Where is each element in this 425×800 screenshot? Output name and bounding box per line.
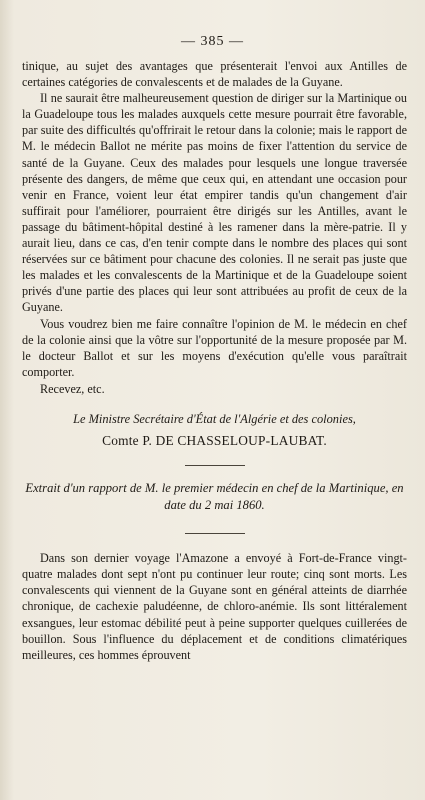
section-divider-bottom — [185, 533, 245, 534]
document-body — [22, 58, 407, 663]
extract-title: Extrait d'un rapport de M. le premier médecin en chef de la Martinique, en date du 2 mai 1860. — [25, 481, 404, 512]
section-divider-top — [185, 465, 245, 466]
letter-paragraph-1: tinique, au sujet des avantages que présenterait l'envoi aux Antilles de certaines catégories de convalescents et de malades de la Guyane. — [22, 59, 407, 90]
signer-name: Comte P. DE CHASSELOUP-LAUBAT. — [102, 433, 327, 449]
letter-paragraph-2: Il ne saurait être malheureusement question de diriger sur la Martinique ou la Guadeloupe tous les malades auxquels cette mesure pourrait être favorable, par suite des difficultés qu'offrirait le retour dans la colonie; mais le rapport de M. le médecin Ballot ne mérite pas moins de fixer l'attention du service de santé de la Guyane. Ceux des malades pour lesquels une longue traversée présente des dangers, de même que ceux qui, en attendant une occasion pour venir en France, voient leur état empirer tandis qu'un changement d'air suffirait pour l'améliorer, pourraient être dirigés sur les Antilles, avant le passage du bâtiment-hôpital destiné à les ramener dans la mère-patrie. Il y aurait lieu, dans ce cas, d'en tenir compte dans le nombre des places qui sont réservées sur ce bâtiment pour chacune des colonies. Il ne serait pas juste que les malades et les convalescents de la Martinique et de la Guadeloupe soient privés d'une partie des places qui leur sont attribuées au profit de ceux de la Guyane. — [22, 91, 407, 315]
letter-paragraph-3: Vous voudrez bien me faire connaître l'opinion de M. le médecin en chef de la colonie ainsi que la vôtre sur l'opportunité de la mesure proposée par M. le docteur Ballot et sur les moyens d'exécution qu'elle vous paraîtrait comporter. — [22, 316, 407, 379]
extract-body — [22, 550, 407, 663]
extract-paragraph: Dans son dernier voyage l'Amazone a envoyé à Fort-de-France vingt-quatre malades dont sept n'ont pu continuer leur route; cinq sont morts. Les convalescents qui viennent de la Guyane sont en général atteints de diarrhée chronique, de cachexie paludéenne, de chloro-anémie. Ils sont littéralement exsangues, leur estomac débilité peut à peine supporter quelques cuillerées de bouillon. Sous l'influence du déplacement et de conditions climatériques meilleures, ces hommes éprouvent — [22, 551, 407, 662]
letter-closing: Recevez, etc. — [40, 381, 105, 396]
page-number: — 385 — — [181, 34, 244, 49]
signer-title: Le Ministre Secrétaire d'État de l'Algérie et des colonies, — [73, 411, 356, 426]
